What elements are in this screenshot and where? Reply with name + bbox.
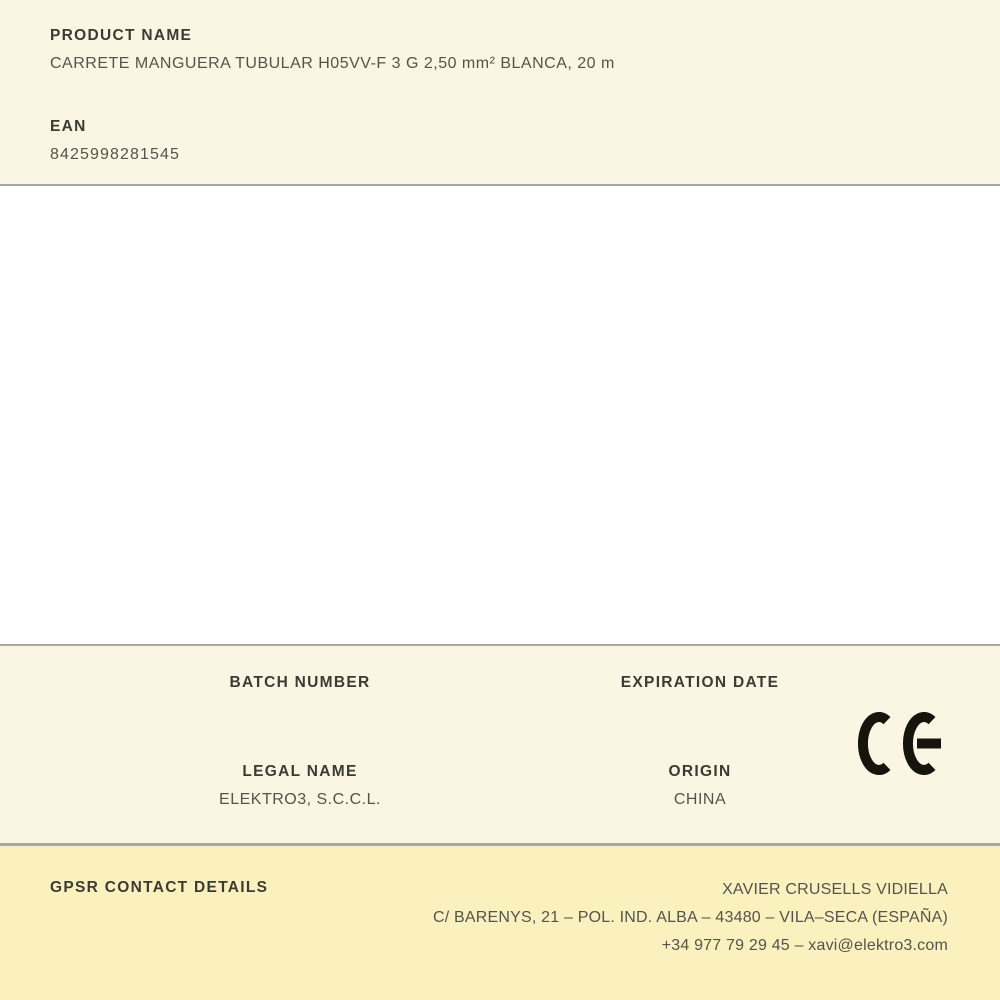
product-info-section — [0, 0, 1000, 186]
product-name-label: PRODUCT NAME — [50, 27, 193, 44]
gpsr-contact-label: GPSR CONTACT DETAILS — [50, 879, 269, 896]
batch-number-label: BATCH NUMBER — [229, 674, 371, 691]
legal-name-label: LEGAL NAME — [242, 763, 358, 780]
expiration-date-label: EXPIRATION DATE — [620, 674, 780, 691]
details-column-right — [500, 673, 900, 810]
gpsr-contact-section — [0, 846, 1000, 1000]
contact-name: XAVIER CRUSELLS VIDIELLA — [722, 881, 948, 898]
contact-address: C/ BARENYS, 21 – POL. IND. ALBA – 43480 – VILA–SECA (ESPAÑA) — [432, 909, 948, 926]
ce-mark-icon — [858, 712, 942, 775]
legal-name-value: ELEKTRO3, S.C.C.L. — [219, 791, 381, 808]
gpsr-contact-info — [433, 876, 948, 960]
product-image-area — [0, 186, 1000, 646]
product-name-value: CARRETE MANGUERA TUBULAR H05VV-F 3 G 2,50 mm² BLANCA, 20 m — [50, 55, 615, 72]
ean-value: 8425998281545 — [50, 146, 180, 163]
details-grid — [100, 673, 900, 810]
origin-value: CHINA — [673, 791, 727, 808]
contact-phone-email: +34 977 79 29 45 – xavi@elektro3.com — [661, 937, 948, 954]
details-column-left — [100, 673, 500, 810]
origin-label: ORIGIN — [668, 763, 732, 780]
ean-label: EAN — [50, 118, 87, 135]
details-section — [0, 646, 1000, 846]
